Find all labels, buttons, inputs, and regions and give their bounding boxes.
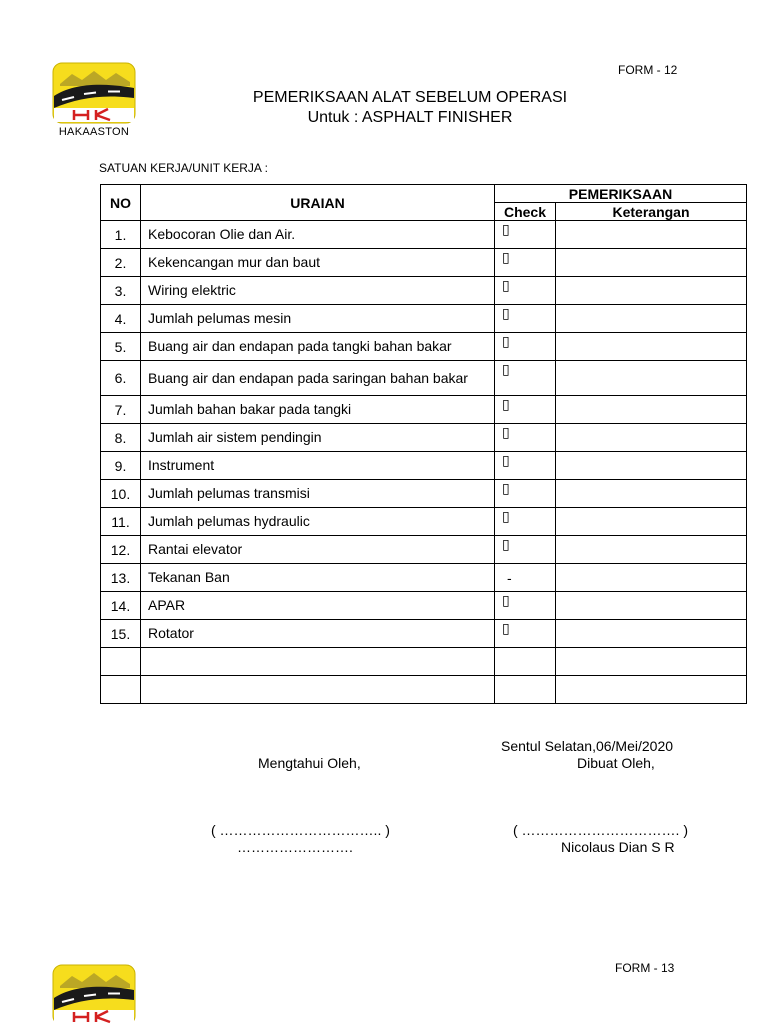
row-description: Rotator	[141, 620, 495, 648]
row-description: Jumlah pelumas hydraulic	[141, 508, 495, 536]
table-row	[101, 333, 747, 361]
row-keterangan	[556, 592, 747, 620]
known-by-label: Mengtahui Oleh,	[258, 755, 361, 771]
row-keterangan	[556, 452, 747, 480]
table-row	[101, 564, 747, 592]
row-keterangan	[556, 361, 747, 396]
table-row	[101, 277, 747, 305]
company-logo	[52, 62, 136, 138]
row-keterangan	[556, 305, 747, 333]
table-row	[101, 396, 747, 424]
row-keterangan	[556, 648, 747, 676]
row-number	[101, 648, 141, 676]
table-row	[101, 221, 747, 249]
row-check: ▯	[495, 480, 556, 508]
row-number: 1.	[101, 221, 141, 249]
hakaaston-logo-icon	[52, 62, 136, 124]
company-logo-next	[52, 964, 136, 1024]
row-description	[141, 676, 495, 704]
left-signature-line: ( …………………………….. )	[211, 822, 390, 838]
row-description: Instrument	[141, 452, 495, 480]
empty-row	[101, 676, 747, 704]
title-line-1: PEMERIKSAAN ALAT SEBELUM OPERASI	[252, 89, 568, 106]
empty-row	[101, 648, 747, 676]
row-number: 14.	[101, 592, 141, 620]
hakaaston-logo-icon	[52, 964, 136, 1024]
row-number: 5.	[101, 333, 141, 361]
row-check: ▯	[495, 277, 556, 305]
row-check: ▯	[495, 333, 556, 361]
right-signer-name: Nicolaus Dian S R	[561, 839, 675, 855]
unit-label: SATUAN KERJA/UNIT KERJA :	[99, 161, 268, 175]
row-number: 12.	[101, 536, 141, 564]
table-body	[101, 221, 747, 704]
row-keterangan	[556, 620, 747, 648]
row-description: APAR	[141, 592, 495, 620]
row-keterangan	[556, 508, 747, 536]
row-description: Buang air dan endapan pada saringan bahan bakar	[141, 361, 495, 396]
header-keterangan: Keterangan	[556, 203, 747, 221]
row-check	[495, 676, 556, 704]
row-check: ▯	[495, 396, 556, 424]
row-check: ▯	[495, 221, 556, 249]
row-number: 7.	[101, 396, 141, 424]
row-check: ▯	[495, 452, 556, 480]
row-check: ▯	[495, 424, 556, 452]
row-description: Jumlah pelumas mesin	[141, 305, 495, 333]
row-keterangan	[556, 424, 747, 452]
row-check: ▯	[495, 361, 556, 396]
table-row	[101, 508, 747, 536]
row-keterangan	[556, 480, 747, 508]
table-row	[101, 424, 747, 452]
table-row	[101, 620, 747, 648]
table-row	[101, 480, 747, 508]
row-keterangan	[556, 277, 747, 305]
row-check: ▯	[495, 536, 556, 564]
row-keterangan	[556, 221, 747, 249]
row-number	[101, 676, 141, 704]
row-keterangan	[556, 396, 747, 424]
row-number: 3.	[101, 277, 141, 305]
logo-caption: HAKAASTON	[58, 126, 130, 138]
next-form-number: FORM - 13	[615, 961, 675, 975]
row-number: 11.	[101, 508, 141, 536]
row-check: ▯	[495, 508, 556, 536]
row-number: 8.	[101, 424, 141, 452]
row-description: Jumlah bahan bakar pada tangki	[141, 396, 495, 424]
row-number: 6.	[101, 361, 141, 396]
table-row	[101, 249, 747, 277]
header-check: Check	[495, 203, 556, 221]
row-check: ▯	[495, 620, 556, 648]
row-check: ▯	[495, 592, 556, 620]
header-no: NO	[101, 185, 141, 221]
row-number: 15.	[101, 620, 141, 648]
header-uraian: URAIAN	[141, 185, 495, 221]
title-line-2: Untuk : ASPHALT FINISHER	[307, 109, 513, 126]
row-description: Rantai elevator	[141, 536, 495, 564]
table-row	[101, 536, 747, 564]
document-title	[180, 88, 640, 128]
row-number: 4.	[101, 305, 141, 333]
left-signer-name: …………………….	[237, 839, 353, 855]
form-number: FORM - 12	[618, 63, 678, 77]
inspection-table	[100, 184, 747, 704]
row-keterangan	[556, 676, 747, 704]
row-number: 13.	[101, 564, 141, 592]
row-number: 9.	[101, 452, 141, 480]
table-row	[101, 305, 747, 333]
row-description: Jumlah pelumas transmisi	[141, 480, 495, 508]
row-description: Kekencangan mur dan baut	[141, 249, 495, 277]
row-description: Wiring elektric	[141, 277, 495, 305]
row-keterangan	[556, 564, 747, 592]
row-description: Jumlah air sistem pendingin	[141, 424, 495, 452]
header-pemeriksaan: PEMERIKSAAN	[495, 185, 747, 203]
row-description: Kebocoran Olie dan Air.	[141, 221, 495, 249]
row-check: ▯	[495, 249, 556, 277]
place-date: Sentul Selatan,06/Mei/2020	[501, 738, 674, 754]
row-number: 10.	[101, 480, 141, 508]
row-number: 2.	[101, 249, 141, 277]
table-row	[101, 452, 747, 480]
row-keterangan	[556, 536, 747, 564]
row-keterangan	[556, 333, 747, 361]
row-keterangan	[556, 249, 747, 277]
made-by-label: Dibuat Oleh,	[577, 755, 655, 771]
row-check	[495, 648, 556, 676]
table-row	[101, 361, 747, 396]
row-description	[141, 648, 495, 676]
row-description: Buang air dan endapan pada tangki bahan bakar	[141, 333, 495, 361]
row-check: ▯	[495, 305, 556, 333]
row-description: Tekanan Ban	[141, 564, 495, 592]
row-check: -	[495, 564, 556, 592]
right-signature-line: ( ……………………………. )	[513, 822, 688, 838]
table-row	[101, 592, 747, 620]
